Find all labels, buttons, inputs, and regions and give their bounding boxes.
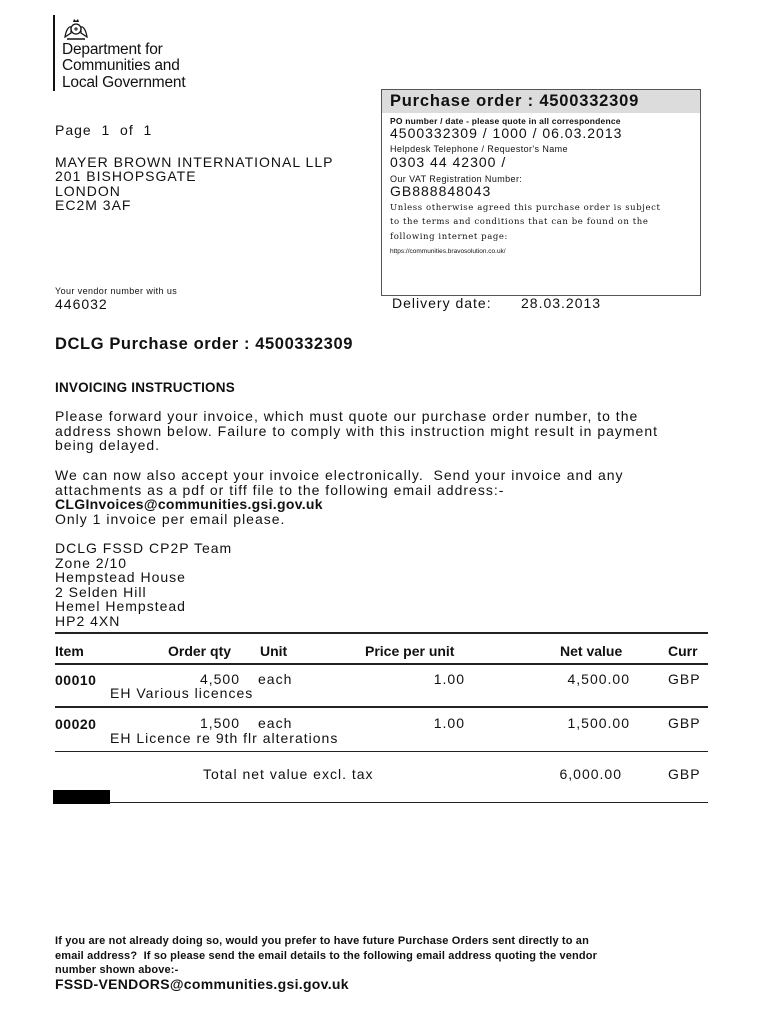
vendor-address-line-3: EC2M 3AF bbox=[55, 197, 132, 213]
col-header-curr: Curr bbox=[668, 643, 698, 659]
invoice-address-line-3: Hempstead House bbox=[55, 569, 186, 585]
row-price: 1.00 bbox=[433, 671, 465, 687]
total-value: 6,000.00 bbox=[559, 766, 622, 782]
invoicing-title: INVOICING INSTRUCTIONS bbox=[55, 380, 235, 395]
col-header-price: Price per unit bbox=[365, 643, 455, 659]
terms-url-link[interactable]: https://communities.bravosolution.co.uk/ bbox=[390, 248, 506, 255]
terms-line-3: following internet page: bbox=[390, 232, 508, 242]
invoice-address-line-6: HP2 4XN bbox=[55, 613, 121, 629]
row-curr: GBP bbox=[668, 715, 701, 731]
invoicing-para1-line2: address shown below. Failure to comply with this instruction might result in payment bbox=[55, 423, 659, 439]
col-header-net: Net value bbox=[560, 643, 623, 659]
po-box-header bbox=[382, 90, 700, 113]
col-header-unit: Unit bbox=[260, 643, 288, 659]
row-divider bbox=[55, 706, 708, 708]
footer-line-1: If you are not already doing so, would you prefer to have future Purchase Orders sent directly to an bbox=[55, 935, 589, 947]
vat-value: GB888848043 bbox=[390, 183, 492, 199]
row-qty: 4,500 bbox=[199, 671, 240, 687]
footer-line-3: number shown above:- bbox=[55, 964, 179, 976]
table-top-rule bbox=[55, 632, 708, 634]
row-curr: GBP bbox=[668, 671, 701, 687]
po-ref-value: 4500332309 / 1000 / 06.03.2013 bbox=[390, 125, 623, 141]
row-desc: EH Licence re 9th flr alterations bbox=[110, 730, 339, 746]
delivery-date-label: Delivery date: bbox=[392, 295, 492, 311]
row-item: 00020 bbox=[55, 716, 97, 732]
total-currency: GBP bbox=[668, 766, 701, 782]
vendor-name: MAYER BROWN INTERNATIONAL LLP bbox=[55, 154, 334, 170]
row-net: 1,500.00 bbox=[567, 715, 630, 731]
invoice-address-line-1: DCLG FSSD CP2P Team bbox=[55, 540, 233, 556]
invoicing-para2-line2: attachments as a pdf or tiff file to the following email address:- bbox=[55, 482, 505, 498]
helpdesk-value: 0303 44 42300 / bbox=[390, 154, 507, 170]
helpdesk-label: Helpdesk Telephone / Requestor's Name bbox=[390, 144, 568, 154]
row-qty: 1,500 bbox=[199, 715, 240, 731]
footer-line-2: email address? If so please send the email details to the following email address quoting the vendor bbox=[55, 950, 598, 962]
invoicing-para1-line1: Please forward your invoice, which must quote our purchase order number, to the bbox=[55, 408, 639, 424]
document-heading: DCLG Purchase order : 4500332309 bbox=[55, 335, 354, 353]
invoice-address-line-2: Zone 2/10 bbox=[55, 555, 128, 571]
invoice-address-line-5: Hemel Hempstead bbox=[55, 598, 186, 614]
total-top-rule bbox=[55, 751, 708, 752]
dclg-logo bbox=[53, 15, 196, 91]
terms-line-2: to the terms and conditions that can be found on the bbox=[390, 217, 649, 227]
col-header-qty: Order qty bbox=[168, 643, 232, 659]
logo-line-3: Local Government bbox=[62, 73, 186, 91]
terms-line-1: Unless otherwise agreed this purchase order is subject bbox=[390, 203, 661, 213]
row-unit: each bbox=[258, 671, 293, 687]
po-ref-label: PO number / date - please quote in all correspondence bbox=[390, 116, 621, 126]
invoice-email-link[interactable]: CLGInvoices@communities.gsi.gov.uk bbox=[55, 496, 323, 512]
row-net: 4,500.00 bbox=[567, 671, 630, 687]
redaction-block bbox=[53, 790, 110, 804]
vendor-address-line-1: 201 BISHOPSGATE bbox=[55, 168, 197, 184]
total-label: Total net value excl. tax bbox=[203, 766, 374, 782]
invoicing-para2-line1: We can now also accept your invoice electronically. Send your invoice and any bbox=[55, 467, 624, 483]
invoicing-para2-end: Only 1 invoice per email please. bbox=[55, 511, 286, 527]
row-desc: EH Various licences bbox=[110, 685, 254, 701]
invoicing-para1-line3: being delayed. bbox=[55, 437, 161, 453]
vendor-number: 446032 bbox=[55, 296, 108, 312]
invoice-address-line-4: 2 Selden Hill bbox=[55, 584, 147, 600]
logo-text bbox=[62, 42, 185, 91]
row-unit: each bbox=[258, 715, 293, 731]
vat-label: Our VAT Registration Number: bbox=[390, 174, 523, 184]
row-price: 1.00 bbox=[433, 715, 465, 731]
vendor-number-label: Your vendor number with us bbox=[55, 286, 178, 296]
row-item: 00010 bbox=[55, 672, 97, 688]
delivery-date-value: 28.03.2013 bbox=[521, 295, 602, 311]
vendor-address-line-2: LONDON bbox=[55, 183, 121, 199]
logo-line-2: Communities and bbox=[62, 57, 180, 75]
total-bottom-rule bbox=[110, 802, 708, 803]
page-number: Page 1 of 1 bbox=[55, 122, 153, 138]
vendors-email-link[interactable]: FSSD-VENDORS@communities.gsi.gov.uk bbox=[55, 976, 349, 992]
purchase-order-box bbox=[381, 89, 701, 296]
table-header-rule bbox=[55, 663, 708, 665]
po-box-title: Purchase order : 4500332309 bbox=[390, 92, 640, 110]
logo-rule bbox=[53, 15, 55, 91]
royal-coat-of-arms-icon bbox=[62, 17, 90, 41]
logo-line-1: Department for bbox=[62, 41, 163, 58]
col-header-item: Item bbox=[55, 643, 84, 659]
